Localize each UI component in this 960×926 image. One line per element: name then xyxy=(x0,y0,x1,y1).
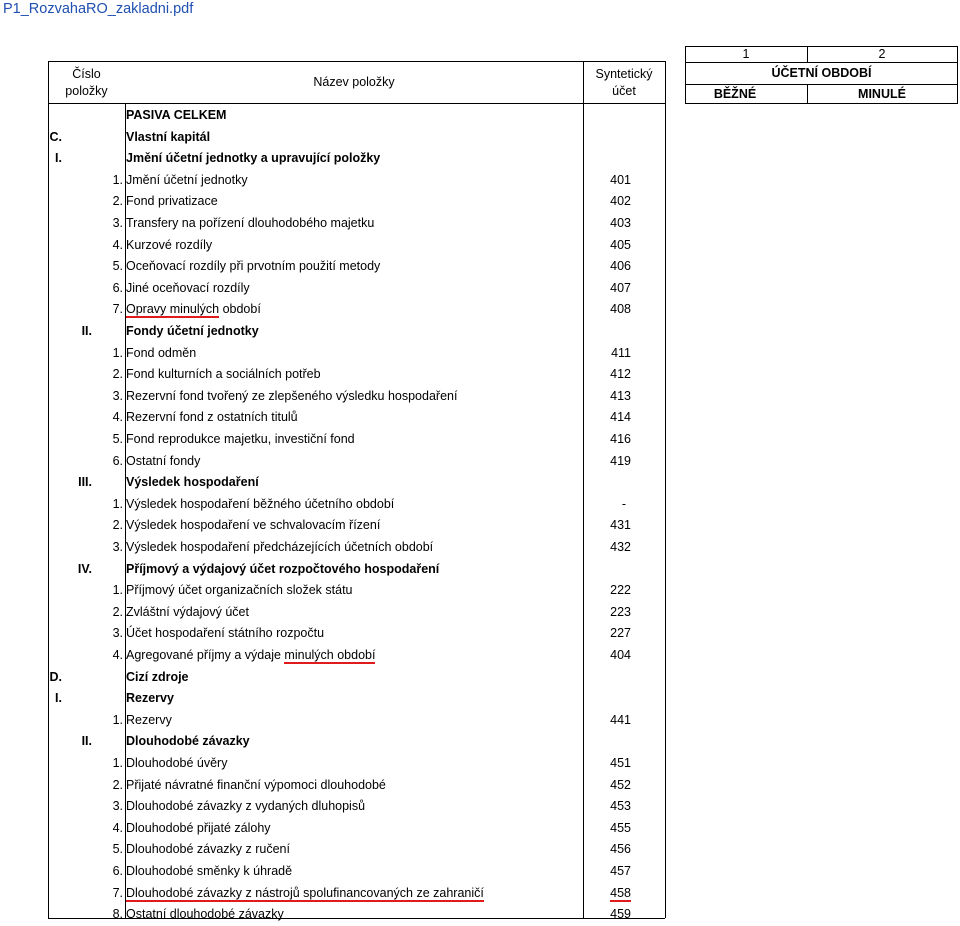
row-number: C. xyxy=(49,129,62,144)
row-label: Oceňovací rozdíly při prvotním použití metody xyxy=(126,259,381,274)
row-account: 414 xyxy=(610,410,631,425)
table-row xyxy=(48,235,960,257)
row-account: 402 xyxy=(610,194,631,209)
row-label xyxy=(126,645,616,666)
row-number: 1. xyxy=(112,583,123,598)
table-row xyxy=(48,753,960,775)
table-row xyxy=(48,537,960,559)
row-label: Dlouhodobé úvěry xyxy=(126,756,228,770)
row-number: 2. xyxy=(112,518,123,533)
row-label: Cizí zdroje xyxy=(126,669,189,684)
row-number: 3. xyxy=(112,216,123,230)
row-account: 401 xyxy=(610,172,631,187)
row-account: 453 xyxy=(610,799,631,814)
table-row xyxy=(48,321,960,343)
row-number: II. xyxy=(81,324,92,338)
row-account: 405 xyxy=(610,237,631,252)
row-label: Dlouhodobé přijaté zálohy xyxy=(126,820,271,835)
row-account: 411 xyxy=(611,345,631,360)
row-label: Fond reprodukce majetku, investiční fond xyxy=(126,432,355,446)
row-label: Účet hospodaření státního rozpočtu xyxy=(126,626,325,641)
row-number: 1. xyxy=(112,712,123,727)
row-account: 451 xyxy=(610,756,631,770)
row-number: 1. xyxy=(112,345,123,360)
row-number: 4. xyxy=(112,820,123,835)
table-row xyxy=(48,861,960,883)
row-number: 8. xyxy=(112,907,123,922)
header-col-2: 2 xyxy=(878,47,886,61)
header-polozky: položky xyxy=(65,84,108,98)
row-label: Fond odměn xyxy=(126,345,197,360)
underlined-text: minulých období xyxy=(284,648,376,662)
table-row xyxy=(48,645,960,667)
row-number: 7. xyxy=(112,302,123,317)
table-row xyxy=(48,148,960,170)
table-row xyxy=(48,494,960,516)
row-account: 452 xyxy=(610,777,631,792)
row-label: Přijaté návratné finanční výpomoci dlouhodobé xyxy=(126,777,386,792)
row-number: 4. xyxy=(112,648,123,662)
table-row xyxy=(48,731,960,753)
header-synteticky: Syntetický xyxy=(595,67,653,81)
row-label: Dlouhodobé závazky z vydaných dluhopisů xyxy=(126,799,366,814)
table-row xyxy=(48,191,960,213)
header-ucetni-obdobi: ÚČETNÍ OBDOBÍ xyxy=(771,66,872,80)
table-row xyxy=(48,451,960,473)
row-account: 227 xyxy=(610,626,631,641)
row-number: 3. xyxy=(112,540,123,554)
row-number: 4. xyxy=(112,237,123,252)
row-account: 408 xyxy=(610,302,631,317)
row-label: Jmění účetní jednotky xyxy=(126,172,248,187)
table-row xyxy=(48,602,960,624)
table-row xyxy=(48,904,960,926)
table-row xyxy=(48,343,960,365)
row-number: 6. xyxy=(112,453,123,468)
row-account: 412 xyxy=(610,367,631,382)
row-label: Kurzové rozdíly xyxy=(126,237,213,252)
row-account: 416 xyxy=(610,432,631,446)
row-label: Fond kulturních a sociálních potřeb xyxy=(126,367,321,382)
row-account: 456 xyxy=(610,842,631,857)
table-row xyxy=(48,623,960,645)
table-row xyxy=(48,256,960,278)
row-number: 1. xyxy=(112,172,123,187)
table-row xyxy=(48,429,960,451)
header-cislo: Číslo xyxy=(72,67,101,81)
row-label: Rezervní fond tvořený ze zlepšeného výsledku hospodaření xyxy=(126,388,458,403)
row-number: 6. xyxy=(112,280,123,295)
row-label: Ostatní dlouhodobé závazky xyxy=(126,907,284,922)
row-label: Rezervní fond z ostatních titulů xyxy=(126,410,298,425)
row-account xyxy=(608,883,631,904)
table-row xyxy=(48,515,960,537)
row-label-text: Agregované příjmy a výdaje xyxy=(126,648,285,662)
row-account: 431 xyxy=(610,518,631,533)
row-number: 2. xyxy=(112,194,123,209)
row-account: 441 xyxy=(610,712,631,727)
table-row xyxy=(48,688,960,710)
table-row xyxy=(48,775,960,797)
row-account: 457 xyxy=(610,864,631,878)
row-label: Fondy účetní jednotky xyxy=(126,324,259,338)
header-col-1: 1 xyxy=(742,47,750,61)
table-row xyxy=(48,278,960,300)
row-account: - xyxy=(621,496,626,511)
row-label: Příjmový a výdajový účet rozpočtového hospodaření xyxy=(126,561,440,576)
table-row xyxy=(48,839,960,861)
row-number: 5. xyxy=(112,432,123,446)
row-number: I. xyxy=(55,691,62,706)
row-label: Dlouhodobé závazky z ručení xyxy=(126,842,290,857)
row-label: Ostatní fondy xyxy=(126,453,201,468)
row-number: 1. xyxy=(112,496,123,511)
table-row xyxy=(48,170,960,192)
row-label: Dlouhodobé směnky k úhradě xyxy=(126,864,293,878)
underlined-account: 458 xyxy=(610,885,631,900)
row-label: Zvláštní výdajový účet xyxy=(126,604,249,619)
row-account: 432 xyxy=(610,540,631,554)
table-row xyxy=(48,472,960,494)
row-number: D. xyxy=(49,669,62,684)
row-label xyxy=(126,299,616,320)
row-number: 3. xyxy=(112,388,123,403)
row-number: 2. xyxy=(112,604,123,619)
table-row xyxy=(48,883,960,905)
row-account: 419 xyxy=(610,453,631,468)
row-number: 6. xyxy=(112,864,123,878)
table-row xyxy=(48,364,960,386)
table-row xyxy=(48,818,960,840)
row-account: 222 xyxy=(610,583,631,598)
row-number: IV. xyxy=(77,561,92,576)
row-label: Dlouhodobé závazky xyxy=(126,734,250,749)
header-ucet: účet xyxy=(612,84,636,98)
row-account: 413 xyxy=(610,388,631,403)
row-account: 459 xyxy=(610,907,631,922)
row-number: 5. xyxy=(112,259,123,274)
table-row xyxy=(48,127,960,149)
table-row xyxy=(48,407,960,429)
table-row xyxy=(48,299,960,321)
row-account: 403 xyxy=(610,216,631,230)
table-row xyxy=(48,796,960,818)
table-row xyxy=(48,580,960,602)
row-label: Jiné oceňovací rozdíly xyxy=(126,280,250,295)
row-label: Jmění účetní jednotky a upravující položky xyxy=(126,151,381,166)
row-label: Výsledek hospodaření předcházejících účetních období xyxy=(126,540,434,554)
document-title: P1_RozvahaRO_zakladni.pdf xyxy=(3,1,194,17)
row-number: 7. xyxy=(112,885,123,900)
row-number: 5. xyxy=(112,842,123,857)
table-row xyxy=(48,386,960,408)
table-row xyxy=(48,213,960,235)
row-number: 1. xyxy=(112,756,123,770)
row-number: 2. xyxy=(112,367,123,382)
row-label-text: období xyxy=(219,302,261,317)
row-label: Rezervy xyxy=(126,712,172,727)
row-label: Výsledek hospodaření ve schvalovacím řízení xyxy=(126,518,381,533)
row-account: 223 xyxy=(610,604,631,619)
row-number: 3. xyxy=(112,626,123,641)
underlined-text: Dlouhodobé závazky z nástrojů spolufinancovaných ze zahraničí xyxy=(126,885,484,900)
table-row xyxy=(48,559,960,581)
header-minule: MINULÉ xyxy=(858,87,906,101)
row-account: 407 xyxy=(610,280,631,295)
row-account: 404 xyxy=(610,648,631,662)
row-label: Příjmový účet organizačních složek státu xyxy=(126,583,353,598)
row-number: 4. xyxy=(112,410,123,425)
header-nazev: Název položky xyxy=(313,75,395,89)
row-label: Výsledek hospodaření běžného účetního období xyxy=(126,496,395,511)
row-label: Výsledek hospodaření xyxy=(126,475,259,490)
row-account: 455 xyxy=(610,820,631,835)
row-label: Fond privatizace xyxy=(126,194,218,209)
table-row xyxy=(48,667,960,689)
table-row xyxy=(48,710,960,732)
row-label: Transfery na pořízení dlouhodobého majetku xyxy=(126,216,375,230)
row-label: PASIVA CELKEM xyxy=(126,108,227,122)
row-account: 406 xyxy=(610,259,631,274)
underlined-text: Opravy minulých xyxy=(126,302,220,317)
table-row xyxy=(48,105,960,127)
row-label xyxy=(126,883,616,904)
row-label: Rezervy xyxy=(126,691,174,706)
header-bezne: BĚŽNÉ xyxy=(713,87,757,101)
row-label: Vlastní kapitál xyxy=(126,129,211,144)
row-number: 3. xyxy=(112,799,123,814)
row-number: I. xyxy=(55,151,62,166)
row-number: III. xyxy=(78,475,92,490)
row-number: II. xyxy=(81,734,92,749)
row-number: 2. xyxy=(112,777,123,792)
